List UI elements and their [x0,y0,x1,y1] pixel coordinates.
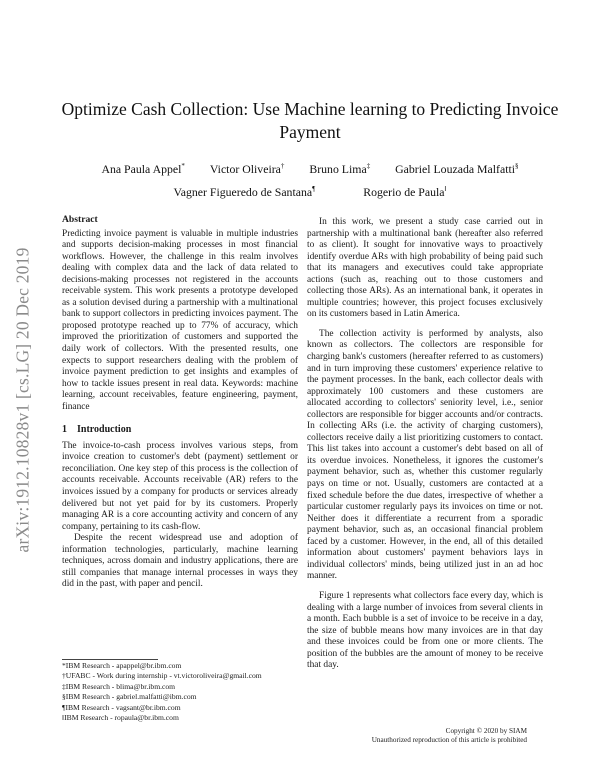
reproduction-notice: Unauthorized reproduction of this article is prohibited [371,736,527,744]
footnote: ¶IBM Research - vagsant@br.ibm.com [62,702,181,712]
arxiv-sidebar-stamp [8,210,38,590]
left-column [62,214,298,591]
copyright-line: Copyright © 2020 by SIAM [445,727,527,735]
author: Bruno Lima‡ [309,161,371,176]
arxiv-identifier: arXiv:1912.10828v1 [cs.LG] 20 Dec 2019 [12,247,33,553]
section-heading-introduction: 1 Introduction [62,424,132,436]
body-paragraph-2: The collection activity is performed by analysts, also known as collectors. The collectors are responsible for charging bank's customers (hereafter referred to as customers) and in turn improving these customers' experience relative to the payment processes. In the bank, each collector deals with approximately 100 customers and these customers are allocated according to collectors' seniority level, i.e., senior collectors are responsible for bigger accounts and/or contracts. In collecting ARs (i.e. the activity of charging customers), collectors receive daily a list prioritizing customers to contact. This list takes into account a customer's debt based on all of its overdue invoices. Nonetheless, it ignores the customer's payment behavior, such as, whether this customer regularly pays on time or not. Usually, customers are contacted at a fixed schedule before the due dates, irrespective of whether a particular customer regularly pays its invoices on time or not. Neither does it differentiate a recurrent from a sporadic payment behavior, such as, an occasional financial problem faced by a customer. However, in the end, all of this detailed information about customers' payment behaviors lays in individual collectors' minds, being utilized just in an ad hoc manner. [307,328,543,582]
copyright-notice [372,727,527,745]
footnotes [62,661,298,723]
footnote: ‡IBM Research - blima@br.ibm.com [62,681,176,691]
intro-paragraph-1: The invoice-to-cash process involves various steps, from invoice creation to customer's debt (payment) settlement or reconciliation. One key step of this process is the collection of accounts receivable. Accounts receivable (AR) refers to the invoices issued by a company for products or services already delivered but not yet paid for by its customers. Properly managing AR is a core accounting activity and concern of any company, pertaining to its cash-flow. [62,440,298,532]
right-column [307,217,543,672]
author-list [60,156,560,202]
author: Rogerio de Paula‖ [363,184,447,199]
author-line-1 [60,156,560,179]
intro-paragraph-2: Despite the recent widespread use and adoption of information technologies, particularly, machine learning techniques, across domain and industry applications, there are still companies that manage internal processes in ways they did in the past, with paper and pencil. [62,533,298,590]
author-line-2 [60,179,560,202]
abstract-heading: Abstract [62,214,98,225]
author: Vagner Figueredo de Santana¶ [173,184,316,199]
footnote: ‖IBM Research - ropaula@br.ibm.com [62,713,179,723]
paper-title: Optimize Cash Collection: Use Machine learning to Predicting Invoice Payment [61,99,559,142]
author: Ana Paula Appel* [101,161,185,176]
author: Victor Oliveira† [209,161,285,176]
footnote: *IBM Research - apappel@br.ibm.com [62,661,182,670]
body-paragraph-3: Figure 1 represents what collectors face every day, which is dealing with a large number of invoices from several clients in a month. Each bubble is a set of invoice to be receive in a day, the size of bubble means how many invoices are in that day and these invoices could be from one or more clients. The position of the bubbles are the amount of money to be receive that day. [307,590,543,671]
author: Gabriel Louzada Malfatti§ [395,161,519,176]
footnote: §IBM Research - gabriel.malfatti@ibm.com [62,692,197,702]
body-paragraph-1: In this work, we present a study case carried out in partnership with a multinational bank (hereafter also referred to as client). It sought for innovative ways to proactively identify overdue ARs with high probability of being paid such that its managers and executives could take appropriate actions (such as, reaching out to those customers and collecting those ARs). As an international bank, it operates in multiple countries; however, this project focuses exclusively on its customers based in Latin America. [307,217,543,320]
footnote-divider [62,659,158,660]
abstract-text: Predicting invoice payment is valuable in multiple industries and supports decision-making processes in most financial workflows. However, the challenge in this realm involves dealing with complex data and the lack of data related to decisions-making processes not registered in the accounts receivable system. This work presents a prototype developed as a solution devised during a partnership with a multinational bank to support collectors in predicting invoices payment. The proposed prototype reached up to 77% of accuracy, which improved the prioritization of customers and supported the daily work of collectors. With the presented results, one expects to support researchers dealing with the problem of invoice payment prediction to get insights and examples of how to tackle issues present in real data. Keywords: machine learning, account receivables, feature engineering, payment, finance [62,228,298,412]
footnote: †UFABC - Work during internship - vt.victoroliveira@gmail.com [62,671,262,681]
